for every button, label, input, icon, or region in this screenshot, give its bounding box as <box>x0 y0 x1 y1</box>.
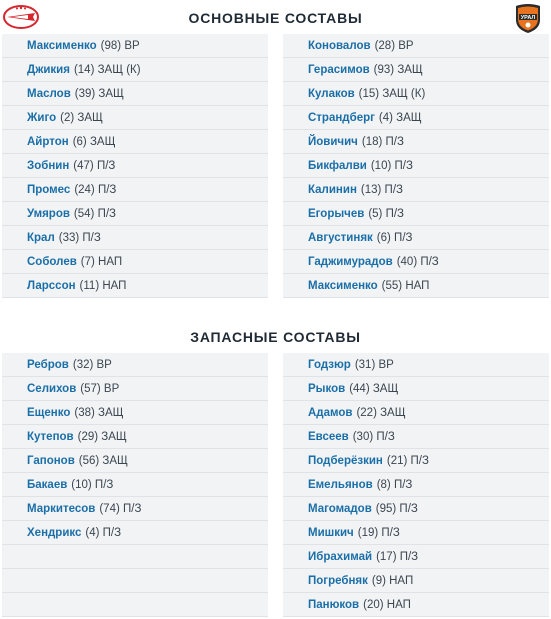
player-row[interactable] <box>283 178 549 202</box>
player-info: (13) П/З <box>360 183 403 196</box>
subs-lineups <box>0 353 551 617</box>
player-row[interactable] <box>2 473 268 497</box>
player-name[interactable]: Панюков <box>308 598 360 611</box>
player-row[interactable] <box>2 226 268 250</box>
player-info: (24) П/З <box>74 183 117 196</box>
player-name[interactable]: Магомадов <box>308 502 372 515</box>
player-row[interactable] <box>283 202 549 226</box>
player-row[interactable] <box>283 34 549 58</box>
player-info: (2) ЗАЩ <box>60 111 103 124</box>
player-name[interactable]: Мишкич <box>308 526 354 539</box>
player-info: (95) П/З <box>375 502 418 515</box>
player-row[interactable] <box>2 202 268 226</box>
player-name[interactable]: Промес <box>27 183 71 196</box>
player-row[interactable] <box>283 154 549 178</box>
player-info: (11) НАП <box>79 279 127 292</box>
player-info: (21) П/З <box>386 454 429 467</box>
player-name[interactable]: Джикия <box>27 63 70 76</box>
player-info: (18) П/З <box>361 135 404 148</box>
player-row[interactable] <box>283 130 549 154</box>
player-info: (10) П/З <box>71 478 114 491</box>
player-name[interactable]: Умяров <box>27 207 70 220</box>
player-name[interactable]: Айртон <box>27 135 69 148</box>
starting-header <box>0 0 551 34</box>
player-info: (29) ЗАЩ <box>77 430 127 443</box>
player-info: (44) ЗАЩ <box>349 382 399 395</box>
player-info: (38) ЗАЩ <box>74 406 124 419</box>
player-info: (15) ЗАЩ (К) <box>358 87 426 100</box>
subs-title: ЗАПАСНЫЕ СОСТАВЫ <box>190 329 361 345</box>
player-row[interactable] <box>2 497 268 521</box>
ural-logo <box>513 2 543 34</box>
player-info: (28) ВР <box>374 39 414 52</box>
player-name[interactable]: Гаджимурадов <box>308 255 393 268</box>
player-row[interactable] <box>2 521 268 545</box>
player-info: (20) НАП <box>363 598 411 611</box>
player-name[interactable]: Кулаков <box>308 87 355 100</box>
player-name[interactable]: Ребров <box>27 358 69 371</box>
player-name[interactable]: Бакаев <box>27 478 68 491</box>
player-row[interactable] <box>283 226 549 250</box>
player-name[interactable]: Ларссон <box>27 279 76 292</box>
player-info: (7) НАП <box>80 255 123 268</box>
away-subs-list <box>283 353 549 617</box>
player-name[interactable]: Калинин <box>308 183 357 196</box>
player-row[interactable] <box>2 178 268 202</box>
player-info: (32) ВР <box>72 358 112 371</box>
player-name[interactable]: Евсеев <box>308 430 349 443</box>
player-info: (33) П/З <box>58 231 101 244</box>
spartak-logo <box>2 4 40 30</box>
player-row[interactable] <box>283 58 549 82</box>
player-row <box>2 569 268 593</box>
player-name[interactable]: Адамов <box>308 406 353 419</box>
player-info: (8) П/З <box>376 478 413 491</box>
player-info: (10) П/З <box>370 159 413 172</box>
player-info: (98) ВР <box>100 39 140 52</box>
player-row[interactable] <box>2 250 268 274</box>
player-row[interactable] <box>283 82 549 106</box>
home-subs-list <box>2 353 268 617</box>
player-info: (6) ЗАЩ <box>72 135 116 148</box>
player-row[interactable] <box>283 593 549 617</box>
player-info: (31) ВР <box>354 358 394 371</box>
player-name[interactable]: Соболев <box>27 255 77 268</box>
player-row[interactable] <box>2 106 268 130</box>
player-info: (40) П/З <box>396 255 439 268</box>
player-name[interactable]: Максименко <box>27 39 97 52</box>
player-row[interactable] <box>2 401 268 425</box>
player-name[interactable]: Ибрахимай <box>308 550 373 563</box>
player-info: (9) НАП <box>371 574 414 587</box>
player-row[interactable] <box>2 377 268 401</box>
player-row[interactable] <box>2 82 268 106</box>
subs-header <box>0 319 551 353</box>
player-row[interactable] <box>283 473 549 497</box>
player-info: (55) НАП <box>381 279 430 292</box>
player-info: (5) П/З <box>368 207 404 220</box>
player-row[interactable] <box>283 250 549 274</box>
player-info: (4) ЗАЩ <box>378 111 422 124</box>
player-row[interactable] <box>283 377 549 401</box>
player-name[interactable]: Маркитесов <box>27 502 96 515</box>
player-row[interactable] <box>283 545 549 569</box>
player-name[interactable]: Емельянов <box>308 478 373 491</box>
player-info: (74) П/З <box>99 502 142 515</box>
starting-lineups <box>0 34 551 298</box>
home-starting-list <box>2 34 268 298</box>
player-row[interactable] <box>2 34 268 58</box>
player-info: (6) П/З <box>376 231 413 244</box>
player-name[interactable]: Августиняк <box>308 231 373 244</box>
player-row[interactable] <box>283 106 549 130</box>
player-info: (4) П/З <box>85 526 122 539</box>
player-row[interactable] <box>2 130 268 154</box>
player-info: (22) ЗАЩ <box>356 406 406 419</box>
player-row[interactable] <box>2 58 268 82</box>
player-info: (93) ЗАЩ <box>373 63 423 76</box>
player-name[interactable]: Зобнин <box>27 159 70 172</box>
player-name[interactable]: Ещенко <box>27 406 71 419</box>
player-info: (47) П/З <box>73 159 116 172</box>
player-name[interactable]: Кутепов <box>27 430 74 443</box>
player-name[interactable]: Маслов <box>27 87 71 100</box>
player-name[interactable]: Годзюр <box>308 358 351 371</box>
player-row[interactable] <box>2 425 268 449</box>
player-row[interactable] <box>283 521 549 545</box>
player-row[interactable] <box>2 274 268 298</box>
player-info: (54) П/З <box>73 207 116 220</box>
player-name[interactable]: Подберёзкин <box>308 454 383 467</box>
player-name[interactable]: Жиго <box>27 111 57 124</box>
player-name[interactable]: Страндберг <box>308 111 375 124</box>
player-row[interactable] <box>283 274 549 298</box>
player-name[interactable]: Коновалов <box>308 39 371 52</box>
player-info: (14) ЗАЩ (К) <box>73 63 141 76</box>
player-name[interactable]: Гапонов <box>27 454 75 467</box>
ural-logo-text: УРАЛ <box>520 15 536 21</box>
player-info: (19) П/З <box>357 526 400 539</box>
player-name[interactable]: Герасимов <box>308 63 370 76</box>
player-name[interactable]: Йовичич <box>308 135 358 148</box>
player-row <box>2 593 268 617</box>
player-row[interactable] <box>283 449 549 473</box>
player-row[interactable] <box>2 154 268 178</box>
player-row[interactable] <box>283 569 549 593</box>
player-name[interactable]: Погребняк <box>308 574 368 587</box>
player-row[interactable] <box>283 353 549 377</box>
player-name[interactable]: Селихов <box>27 382 77 395</box>
player-name[interactable]: Егорычев <box>308 207 365 220</box>
player-row <box>2 545 268 569</box>
away-starting-list <box>283 34 549 298</box>
player-info: (56) ЗАЩ <box>78 454 128 467</box>
player-name[interactable]: Максименко <box>308 279 378 292</box>
player-info: (39) ЗАЩ <box>74 87 124 100</box>
player-info: (57) ВР <box>80 382 120 395</box>
player-row[interactable] <box>283 497 549 521</box>
player-info: (17) П/З <box>376 550 419 563</box>
player-row[interactable] <box>283 425 549 449</box>
player-info: (30) П/З <box>352 430 395 443</box>
player-name[interactable]: Хендрикс <box>27 526 82 539</box>
starting-title: ОСНОВНЫЕ СОСТАВЫ <box>188 10 363 26</box>
player-row[interactable] <box>283 401 549 425</box>
player-name[interactable]: Рыков <box>308 382 346 395</box>
player-name[interactable]: Крал <box>27 231 55 244</box>
player-row[interactable] <box>2 353 268 377</box>
player-name[interactable]: Бикфалви <box>308 159 367 172</box>
player-row[interactable] <box>2 449 268 473</box>
